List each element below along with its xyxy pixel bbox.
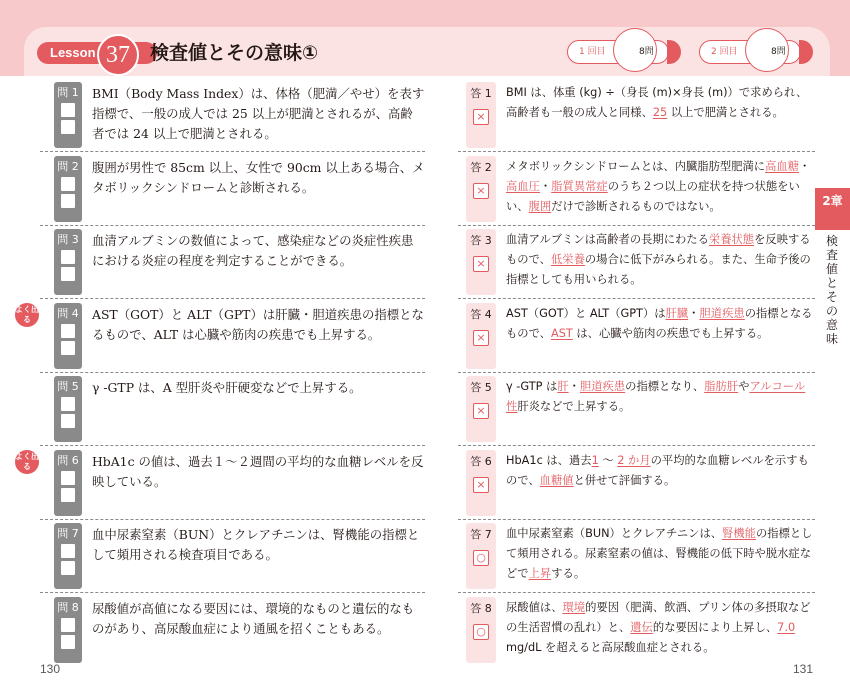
highlight-keyword: 高血糖	[765, 159, 800, 173]
page-number-left: 130	[40, 662, 61, 676]
answer-segment: ・	[688, 306, 700, 320]
round-endcap	[667, 40, 681, 64]
answer-segment: 血中尿素窒素（BUN）とクレアチニンは、	[506, 527, 723, 540]
answer-row	[458, 152, 815, 226]
answer-segment: 尿酸値は、	[506, 600, 563, 614]
checkbox-2[interactable]	[61, 414, 75, 428]
question-badge	[54, 303, 82, 369]
question-label: 問 2	[57, 159, 79, 173]
checkbox-2[interactable]	[61, 341, 75, 355]
round-count: 8問	[639, 47, 654, 57]
highlight-keyword: 上昇	[528, 567, 552, 580]
question-badge	[54, 229, 82, 295]
answer-badge	[466, 82, 496, 148]
answer-text	[506, 304, 816, 344]
question-text: γ -GTP は、A 型肝炎や肝硬変などで上昇する。	[92, 380, 362, 395]
answer-segment: ・	[799, 159, 811, 173]
round-label: 2 回目	[711, 47, 738, 57]
chapter-title: 検査値とその意味	[825, 234, 838, 346]
answer-segment: する。	[551, 567, 586, 580]
answer-segment: ・	[539, 179, 552, 193]
question-label: 問 1	[57, 86, 79, 99]
answer-label: 答 7	[470, 528, 492, 541]
checkbox-2[interactable]	[61, 635, 75, 649]
lesson-title: 検査値とその意味①	[150, 42, 319, 64]
answer-segment: の指標となるもので、	[506, 306, 813, 340]
answer-segment: mg/dL を超えると高尿酸血症とされる。	[506, 640, 715, 654]
checkbox-1[interactable]	[61, 177, 75, 191]
answer-segment: γ -GTP は	[506, 380, 558, 393]
incorrect-mark-icon: ×	[473, 477, 489, 493]
highlight-keyword: 腎機能	[722, 527, 756, 540]
answer-segment: 肝炎などで上昇する。	[517, 400, 631, 413]
question-row	[40, 372, 425, 446]
question-label: 問 7	[57, 527, 79, 540]
answer-badge	[466, 229, 496, 295]
question-label: 問 4	[57, 306, 79, 320]
round-count: 8問	[771, 47, 786, 57]
answer-row	[458, 446, 815, 520]
correct-mark-icon: ○	[473, 624, 489, 640]
highlight-keyword: 栄養状態	[708, 233, 755, 246]
highlight-keyword: 環境	[562, 600, 586, 614]
answer-segment: AST（GOT）と ALT（GPT）は	[506, 306, 666, 320]
checkbox-1[interactable]	[61, 618, 75, 632]
answer-segment: の指標として頻用される。尿素窒素の値は、腎機能の低下時や脱水症などで	[506, 527, 813, 580]
answer-label: 答 4	[470, 307, 492, 321]
incorrect-mark-icon: ×	[473, 330, 489, 346]
checkbox-1[interactable]	[61, 544, 75, 558]
question-row	[15, 299, 425, 373]
answer-row	[458, 593, 815, 667]
answer-label: 答 2	[470, 160, 492, 174]
incorrect-mark-icon: ×	[473, 109, 489, 125]
page-number-right: 131	[793, 662, 814, 676]
lesson-tag: Lesson	[37, 42, 157, 64]
answer-badge	[466, 376, 496, 442]
round-endcap	[799, 40, 813, 64]
answer-segment: 的要因（肥満、飲酒、プリン体の多摂取などの生活習慣の乱れ）と、	[506, 600, 811, 634]
highlight-keyword: 2 か月	[617, 453, 651, 467]
answer-row	[458, 78, 815, 152]
answer-text	[506, 230, 816, 290]
question-text: HbA1c の値は、過去１～２週間の平均的な血糖レベルを反映している。	[92, 453, 424, 489]
checkbox-1[interactable]	[61, 250, 75, 264]
question-text: AST（GOT）と ALT（GPT）は肝臓・胆道疾患の指標となるもので、ALT は心臓や筋肉の疾患でも上昇する。	[92, 306, 424, 342]
question-badge	[54, 376, 82, 442]
question-row	[40, 593, 425, 667]
checkbox-1[interactable]	[61, 324, 75, 338]
highlight-keyword: 肝	[557, 380, 569, 393]
answer-row	[458, 225, 815, 299]
answer-text	[506, 377, 816, 417]
answer-badge	[466, 450, 496, 516]
round-label: 1 回目	[579, 47, 606, 57]
answer-segment: の平均的な血糖レベルを示すもので、	[506, 453, 809, 487]
question-label: 問 3	[57, 233, 79, 246]
answer-text	[506, 524, 816, 584]
answer-segment: と併せて評価する。	[573, 473, 676, 487]
answer-badge	[466, 303, 496, 369]
answer-row	[458, 519, 815, 593]
checkbox-1[interactable]	[61, 397, 75, 411]
incorrect-mark-icon: ×	[473, 403, 489, 419]
question-row	[40, 225, 425, 299]
answer-segment: は、心臓や筋肉の疾患でも上昇する。	[572, 326, 769, 340]
checkbox-2[interactable]	[61, 488, 75, 502]
highlight-keyword: 低栄養	[550, 253, 585, 266]
question-row	[40, 519, 425, 593]
highlight-keyword: 1	[591, 453, 599, 467]
answer-row	[458, 372, 815, 446]
question-badge	[54, 82, 82, 148]
answer-segment: や	[738, 380, 750, 393]
answer-text	[506, 598, 816, 658]
answer-text	[506, 83, 816, 123]
question-text: 血清アルブミンの数値によって、感染症などの炎症性疾患における炎症の程度を判定することができる。	[92, 233, 414, 268]
question-row	[40, 152, 425, 226]
answer-segment: メタボリックシンドロームとは、内臓脂肪型肥満に	[506, 159, 766, 173]
answer-segment: 以上で肥満とされる。	[667, 106, 784, 119]
question-badge	[54, 450, 82, 516]
question-label: 問 6	[57, 453, 79, 467]
question-label: 問 8	[57, 600, 79, 614]
question-row	[40, 78, 425, 152]
answer-label: 答 3	[470, 234, 492, 247]
checkbox-2[interactable]	[61, 561, 75, 575]
checkbox-2[interactable]	[61, 194, 75, 208]
chapter-tab: 2章	[815, 188, 850, 230]
answer-segment: HbA1c は、過去	[506, 453, 592, 467]
highlight-keyword: 25	[652, 106, 668, 119]
highlight-keyword: 胆道疾患	[579, 380, 626, 393]
answer-segment: を反映するもので、	[506, 233, 811, 266]
question-text: 血中尿素窒素（BUN）とクレアチニンは、腎機能の指標として頻用される検査項目である。	[92, 527, 420, 562]
answer-label: 答 8	[470, 601, 492, 615]
answer-segment: 血清アルブミンは高齢者の長期にわたる	[506, 233, 709, 246]
question-badge	[54, 597, 82, 663]
highlight-keyword: 遺伝	[630, 620, 653, 634]
answer-label: 答 1	[470, 87, 492, 100]
highlight-keyword: 7.0	[777, 620, 796, 634]
checkbox-1[interactable]	[61, 103, 75, 117]
highlight-keyword: 腹囲	[528, 199, 552, 213]
question-badge	[54, 523, 82, 589]
incorrect-mark-icon: ×	[473, 256, 489, 272]
question-text: BMI（Body Mass Index）は、体格（肥満／やせ）を表す指標で、一般の成人では 25 以上が肥満とされるが、高齢者では 24 以上で肥満とされる。	[92, 86, 425, 141]
frequent-badge: よく出る	[15, 450, 39, 474]
correct-mark-icon: ○	[473, 550, 489, 566]
question-text: 腹囲が男性で 85cm 以上、女性で 90cm 以上ある場合、メタボリックシンドロームと診断される。	[92, 159, 425, 195]
answer-segment: の場合に低下がみられる。また、生命予後の指標としても用いられる。	[506, 253, 811, 286]
answer-badge	[466, 597, 496, 663]
lesson-number: 37	[97, 34, 139, 76]
highlight-keyword: 肝臓	[665, 306, 689, 320]
highlight-keyword: 高血圧	[506, 179, 540, 193]
round-1-tracker	[567, 34, 687, 68]
frequent-badge: よく出る	[15, 303, 39, 327]
checkbox-2[interactable]	[61, 267, 75, 281]
question-badge	[54, 156, 82, 222]
answer-row	[458, 299, 815, 373]
round-2-tracker	[699, 34, 819, 68]
highlight-keyword: アルコール性	[506, 380, 806, 413]
highlight-keyword: 胆道疾患	[699, 306, 745, 320]
answer-label: 答 5	[470, 381, 492, 394]
highlight-keyword: 脂質異常症	[551, 179, 608, 193]
checkbox-2[interactable]	[61, 120, 75, 134]
answer-text	[506, 451, 816, 491]
answer-text	[506, 157, 816, 217]
answer-segment: だけで診断されるものではない。	[551, 199, 721, 213]
highlight-keyword: 脂肪肝	[704, 380, 739, 393]
answer-segment: ～	[598, 453, 618, 467]
highlight-keyword: 血糖値	[539, 473, 574, 487]
question-label: 問 5	[57, 380, 79, 393]
answer-segment: BMI は、体重 (kg) ÷（身長 (m)×身長 (m)）で求められ、高齢者も一般の成人と同様、	[506, 86, 808, 119]
incorrect-mark-icon: ×	[473, 183, 489, 199]
highlight-keyword: AST	[550, 326, 573, 340]
answer-segment: ・	[568, 380, 580, 393]
answer-badge	[466, 523, 496, 589]
answer-segment: 的な要因により上昇し、	[652, 620, 778, 634]
answer-segment: のうち２つ以上の症状を持つ状態をいい、	[506, 179, 800, 213]
answer-label: 答 6	[470, 454, 492, 468]
answer-badge	[466, 156, 496, 222]
question-row	[15, 446, 425, 520]
question-text: 尿酸値が高値になる要因には、環境的なものと遺伝的なものがあり、高尿酸血症により通風を招くこともある。	[92, 600, 415, 636]
checkbox-1[interactable]	[61, 471, 75, 485]
answer-segment: の指標となり、	[625, 380, 705, 393]
